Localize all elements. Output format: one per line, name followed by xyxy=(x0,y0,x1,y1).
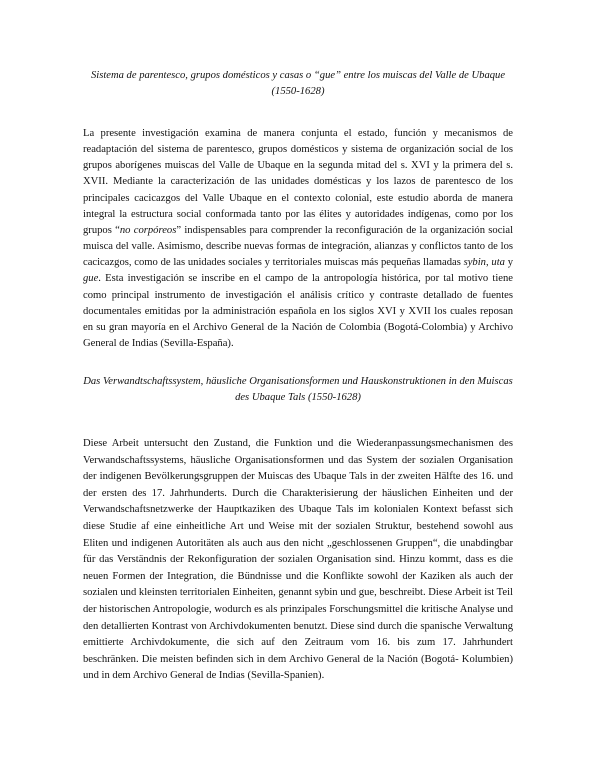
spanish-abstract-text-3: , xyxy=(485,257,492,269)
german-title-block xyxy=(83,374,513,406)
spanish-abstract xyxy=(83,126,513,352)
spanish-abstract-italic-gue: gue xyxy=(83,273,99,285)
spanish-abstract-italic-sybin: sybin xyxy=(463,257,486,269)
spanish-abstract-block xyxy=(83,126,513,352)
german-abstract-block xyxy=(83,436,513,685)
german-title: Das Verwandtschaftssystem, häusliche Organisationsformen und Hauskonstruktionen in den Muiscas des Ubaque Tals (1550-1628) xyxy=(83,376,513,403)
spanish-abstract-text-2: ” indispensables para comprender la reconfiguración de la organización social muisca del valle. Asimismo, describe nuevas formas de integración, alianzas y conflictos tanto de los cacicazgos, como de las unidades sociales y territoriales muiscas más pequeñas llamadas xyxy=(83,224,514,269)
spanish-abstract-text-4: y xyxy=(504,257,513,269)
spanish-title-block xyxy=(83,68,513,100)
spanish-abstract-italic-uta: uta xyxy=(491,257,505,269)
spanish-abstract-italic-no-corporeos: no corpóreos xyxy=(119,224,177,236)
spanish-abstract-text-1: La presente investigación examina de manera conjunta el estado, función y mecanismos de readaptación del sistema de parentesco, grupos domésticos y sistema de organización social de los grupos aborígenes muiscas del Valle de Ubaque en la segunda mitad del s. XVI y la primera del s. XVII. Mediante la caracterización de las unidades domésticas y los lazos de parentesco de los principales cacicazgos del Valle Ubaque en el contexto colonial, este estudio aborda de manera integral la estructura social conformada tanto por las élites y autoridades indígenas, como por los grupos “ xyxy=(83,128,513,236)
german-abstract: Diese Arbeit untersucht den Zustand, die Funktion und die Wiederanpassungsmechanismen des Verwandschaftssystems, häusliche Organisationsformen und das System der sozialen Organisation der indigenen Bevölkerungsgruppen der Muiscas des Ubaque Tals in der zweiten Hälfte des 16. und der ersten des 17. Jahrhunderts. Durch die Charakterisierung der häuslichen Einheiten und der Verwandschaftsnetzwerke der Hauptkaziken des Ubaque Tals im kolonialen Kontext befasst sich diese Studie af eine einheitliche Art und Weise mit der sozialen Struktur, bestehend sowohl aus Eliten und indigenen Autoritäten als auch aus den nicht „geschlossenen Gruppen“, die unabdingbar für das Verständnis der Rekonfiguration der sozialen Organisation sind. Hinzu kommt, dass es die neuen Formen der Integration, die Bündnisse und die Konflikte sowohl der Kaziken als auch der sozialen und kleinsten territorialen Einheiten, genannt sybin und gue, beschreibt. Diese Arbeit ist Teil der historischen Antropologie, wodurch es als prinzipales Forschungsmittel die kritische Analyse und den detallierten Kontrast von Archivdokumenten benutzt. Diese sind durch die spanische Verwaltung emittierte Archivdokumente, die sich auf den Zeitraum vom 16. bis zum 17. Jahrhundert beschränken. Die meisten befinden sich in dem Archivo General de la Nación (Bogotá- Kolumbien) und in dem Archivo General de Indias (Sevilla-Spanien). xyxy=(83,438,513,682)
spanish-title: Sistema de parentesco, grupos domésticos y casas o “gue” entre los muiscas del Valle de Ubaque (1550-1628) xyxy=(90,70,506,97)
spanish-abstract-text-5: . Esta investigación se inscribe en el campo de la antropología histórica, por tal motivo tiene como principal instrumento de investigación el análisis crítico y contraste detallado de fuentes documentales emitidas por la administración española en los siglos XVI y XVII los cuales reposan en su gran mayoría en el Archivo General de la Nación de Colombia (Bogotá-Colombia) y Archivo General de Indias (Sevilla-España). xyxy=(83,273,513,350)
